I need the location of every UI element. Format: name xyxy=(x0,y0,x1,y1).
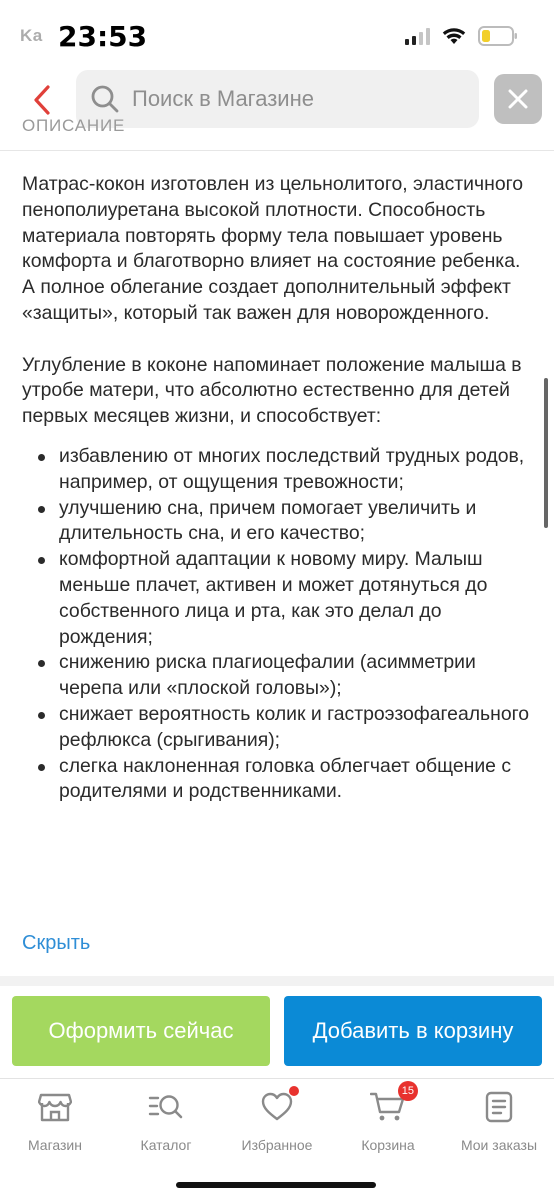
tab-cart[interactable] xyxy=(333,1085,443,1153)
divider xyxy=(0,150,554,151)
wifi-icon xyxy=(442,27,466,45)
tab-label: Магазин xyxy=(27,1137,82,1153)
status-icons xyxy=(405,26,518,46)
clear-search-button[interactable] xyxy=(494,74,542,124)
tab-store[interactable] xyxy=(0,1089,110,1153)
list-item: избавлению от многих последствий трудных родов, например, от ощущения тревожности; xyxy=(38,444,534,496)
tab-label: Мои заказы xyxy=(460,1137,538,1153)
home-indicator[interactable] xyxy=(176,1182,376,1188)
section-title: ОПИСАНИЕ xyxy=(22,116,126,135)
scrollbar[interactable] xyxy=(544,378,548,528)
status-app-label: Ka xyxy=(20,26,43,45)
status-bar xyxy=(0,0,554,72)
hide-description-link[interactable]: Скрыть xyxy=(22,932,91,954)
list-item: слегка наклоненная головка облегчает общение с родителями и родственниками. xyxy=(38,754,534,806)
benefits-list xyxy=(22,444,534,805)
section-separator xyxy=(0,976,554,986)
tab-label: Избранное xyxy=(241,1137,313,1153)
add-to-cart-button[interactable]: Добавить в корзину xyxy=(284,996,542,1066)
orders-icon xyxy=(481,1089,517,1125)
close-icon xyxy=(507,88,529,110)
tab-favorites[interactable] xyxy=(222,1089,332,1153)
description-paragraph: Углубление в коконе напоминает положение малыша в утробе матери, что абсолютно естественно для детей первых месяцев жизни, и способствует: xyxy=(22,353,522,428)
catalog-search-icon xyxy=(148,1089,184,1125)
buy-now-button[interactable]: Оформить сейчас xyxy=(12,996,270,1066)
tab-label: Каталог xyxy=(140,1137,192,1153)
store-icon xyxy=(37,1089,73,1125)
heart-icon xyxy=(259,1089,295,1125)
list-item: снижает вероятность колик и гастроэзофагеального рефлюкса (срыгивания); xyxy=(38,702,534,754)
cart-count-badge: 15 xyxy=(398,1081,418,1101)
favorites-badge-dot xyxy=(289,1086,299,1096)
list-item: комфортной адаптации к новому миру. Малыш меньше плачет, активен и может дотянуться до собственного лица и рта, как это делал до рождения; xyxy=(38,547,534,650)
search-icon xyxy=(90,84,120,114)
status-time: 23:53 xyxy=(58,20,148,53)
tab-catalog[interactable] xyxy=(111,1089,221,1153)
tab-label: Корзина xyxy=(361,1137,415,1153)
list-item: улучшению сна, причем помогает увеличить и длительность сна, и его качество; xyxy=(38,496,534,548)
tab-orders[interactable] xyxy=(444,1089,554,1153)
cellular-signal-icon xyxy=(405,27,430,45)
search-box[interactable] xyxy=(76,70,479,128)
description-paragraph: Матрас-кокон изготовлен из цельнолитого, эластичного пенополиуретана высокой плотности. Способность материала повторять форму тела повышает уровень комфорта и благотворно влияет на состояние ребенка. А полное облегание создает дополнительный эффект «защиты», который так важен для новорожденного. xyxy=(22,173,524,324)
battery-icon xyxy=(478,26,518,46)
product-description xyxy=(22,172,534,805)
chevron-left-icon xyxy=(32,84,52,116)
search-input[interactable] xyxy=(132,86,472,112)
cart-icon xyxy=(370,1085,414,1125)
list-item: снижению риска плагиоцефалии (асимметрии черепа или «плоской головы»); xyxy=(38,650,534,702)
